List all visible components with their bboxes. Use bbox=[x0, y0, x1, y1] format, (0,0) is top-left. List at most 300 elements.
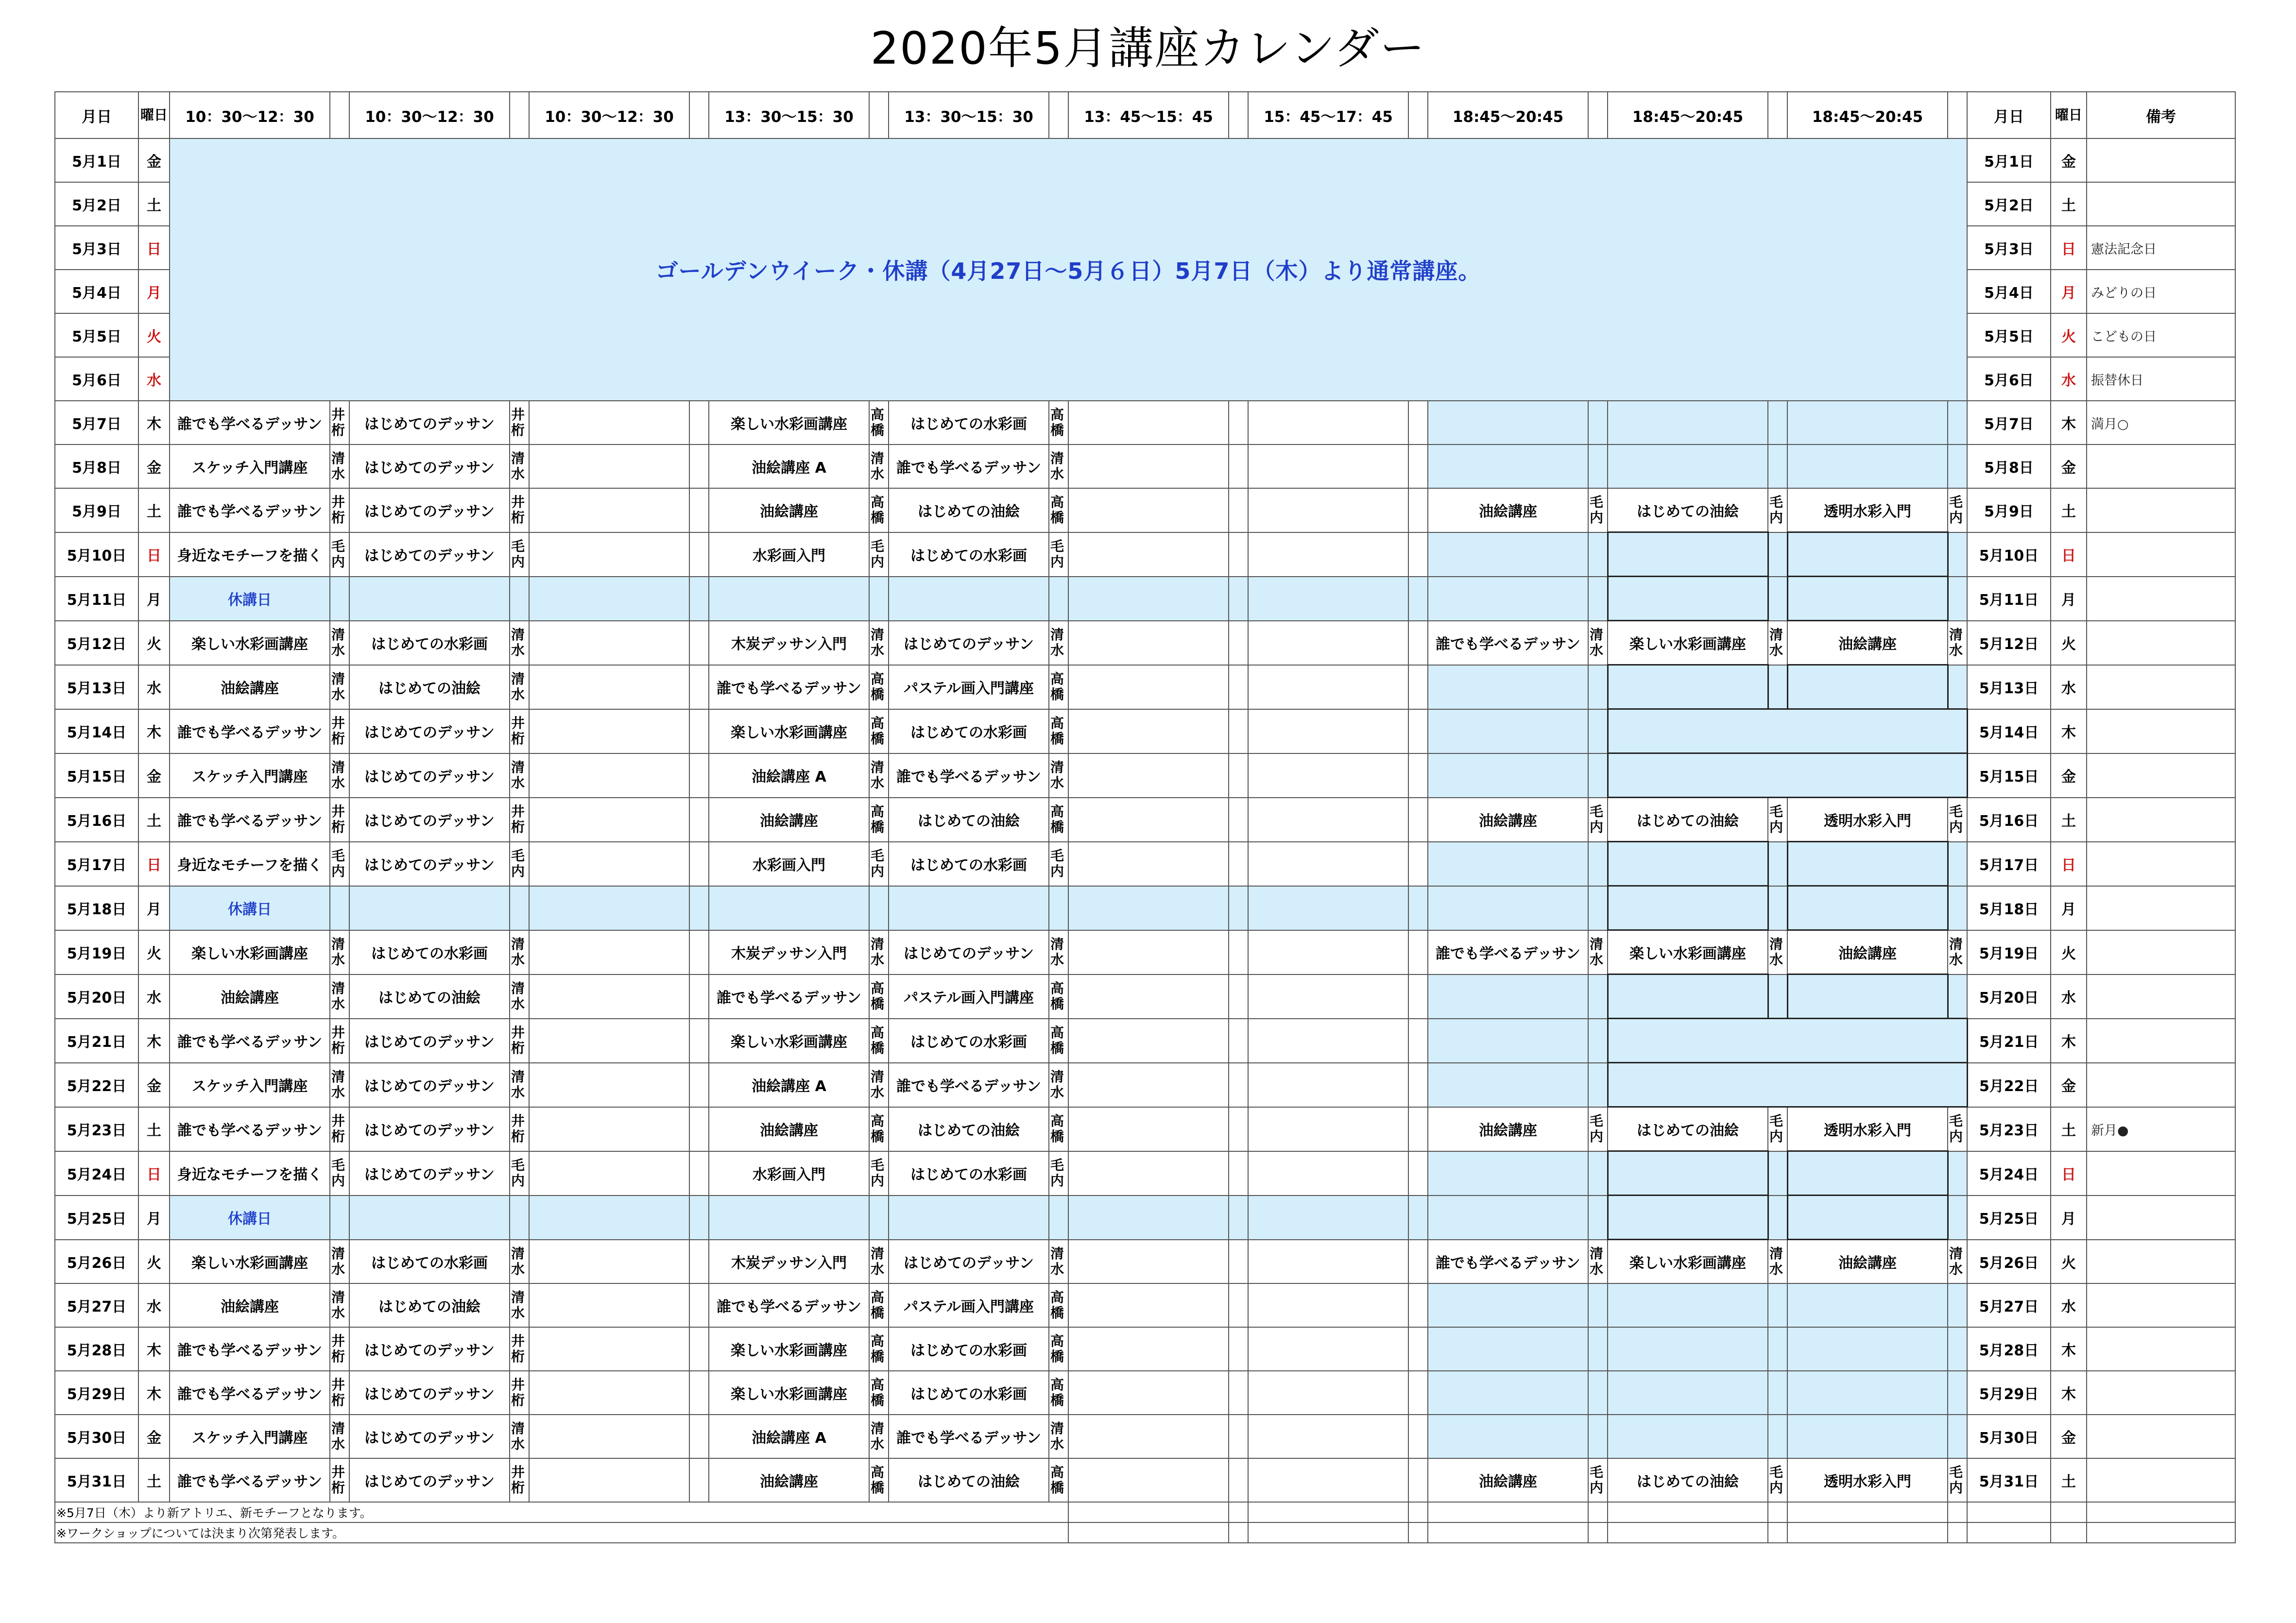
schedule-body bbox=[55, 138, 2235, 1543]
course-cell: はじめてのデッサン bbox=[889, 930, 1049, 974]
header-slot: 15：45〜17：45 bbox=[1248, 92, 1408, 138]
course-cell: 誰でも学べるデッサン bbox=[170, 488, 330, 532]
weekday-cell: 火 bbox=[138, 1240, 170, 1284]
course-cell: 誰でも学べるデッサン bbox=[709, 665, 869, 709]
weekday-cell: 月 bbox=[2051, 577, 2087, 621]
weekday-cell: 金 bbox=[138, 1415, 170, 1458]
day-row bbox=[55, 1196, 2235, 1240]
teacher-cell: 毛内 bbox=[1768, 798, 1787, 842]
date-cell: 5月20日 bbox=[1967, 974, 2051, 1019]
course-cell: はじめてのデッサン bbox=[349, 1415, 510, 1458]
course-cell: 油絵講座 bbox=[709, 488, 869, 532]
course-cell: はじめてのデッサン bbox=[349, 1063, 510, 1107]
date-cell: 5月8日 bbox=[1967, 444, 2051, 488]
teacher-cell: 清水 bbox=[510, 1240, 529, 1284]
course-cell: はじめての油絵 bbox=[349, 1283, 510, 1327]
date-cell: 5月18日 bbox=[55, 886, 138, 930]
course-cell: 楽しい水彩画講座 bbox=[170, 621, 330, 665]
course-cell: はじめての水彩画 bbox=[349, 930, 510, 974]
weekday-cell: 火 bbox=[2051, 313, 2087, 357]
header-slot: 18:45〜20:45 bbox=[1787, 92, 1948, 138]
day-row bbox=[55, 886, 2235, 930]
header-note: 備考 bbox=[2087, 92, 2235, 138]
day-row bbox=[55, 753, 2235, 798]
course-cell: 油絵講座 bbox=[709, 1458, 869, 1502]
teacher-cell: 高橋 bbox=[1049, 709, 1068, 753]
course-cell: はじめての油絵 bbox=[889, 1107, 1049, 1151]
teacher-cell: 高橋 bbox=[1049, 1458, 1068, 1502]
course-cell: 楽しい水彩画講座 bbox=[1608, 621, 1768, 665]
teacher-cell: 毛内 bbox=[1948, 1107, 1967, 1151]
weekday-cell: 火 bbox=[138, 930, 170, 974]
course-cell: 透明水彩入門 bbox=[1787, 488, 1948, 532]
teacher-cell: 井桁 bbox=[330, 1327, 349, 1371]
teacher-cell: 清水 bbox=[510, 665, 529, 709]
date-cell: 5月26日 bbox=[55, 1240, 138, 1284]
day-row bbox=[55, 1107, 2235, 1151]
date-cell: 5月5日 bbox=[1967, 313, 2051, 357]
weekday-cell: 水 bbox=[138, 974, 170, 1019]
teacher-cell: 井桁 bbox=[510, 488, 529, 532]
teacher-cell: 毛内 bbox=[1768, 488, 1787, 532]
course-cell: スケッチ入門講座 bbox=[170, 1063, 330, 1107]
header-weekday-right: 曜日 bbox=[2051, 92, 2087, 138]
date-cell: 5月24日 bbox=[1967, 1151, 2051, 1196]
course-cell: 誰でも学べるデッサン bbox=[1428, 621, 1588, 665]
day-row bbox=[55, 532, 2235, 577]
weekday-cell: 水 bbox=[2051, 1283, 2087, 1327]
course-cell: 油絵講座 A bbox=[709, 1415, 869, 1458]
weekday-cell: 金 bbox=[2051, 444, 2087, 488]
date-cell: 5月24日 bbox=[55, 1151, 138, 1196]
course-cell: はじめてのデッサン bbox=[349, 1458, 510, 1502]
course-cell: 油絵講座 bbox=[1787, 1240, 1948, 1284]
course-cell: 誰でも学べるデッサン bbox=[1428, 1240, 1588, 1284]
weekday-cell: 木 bbox=[138, 709, 170, 753]
day-row bbox=[55, 709, 2235, 753]
course-cell: はじめてのデッサン bbox=[349, 1107, 510, 1151]
teacher-cell: 清水 bbox=[869, 1240, 889, 1284]
holiday-label: 休講日 bbox=[170, 1196, 330, 1240]
teacher-cell: 高橋 bbox=[869, 1327, 889, 1371]
weekday-cell: 火 bbox=[138, 313, 170, 357]
date-cell: 5月9日 bbox=[1967, 488, 2051, 532]
weekday-cell: 火 bbox=[138, 621, 170, 665]
course-cell: 誰でも学べるデッサン bbox=[170, 1371, 330, 1415]
course-cell: はじめてのデッサン bbox=[889, 1240, 1049, 1284]
teacher-cell: 清水 bbox=[330, 974, 349, 1019]
teacher-cell: 井桁 bbox=[330, 1458, 349, 1502]
date-cell: 5月19日 bbox=[55, 930, 138, 974]
weekday-cell: 木 bbox=[2051, 709, 2087, 753]
weekday-cell: 水 bbox=[2051, 974, 2087, 1019]
teacher-cell: 毛内 bbox=[330, 842, 349, 886]
teacher-cell: 高橋 bbox=[869, 401, 889, 444]
teacher-cell: 清水 bbox=[1588, 621, 1608, 665]
course-cell: スケッチ入門講座 bbox=[170, 1415, 330, 1458]
date-cell: 5月12日 bbox=[1967, 621, 2051, 665]
weekday-cell: 土 bbox=[2051, 488, 2087, 532]
teacher-cell: 毛内 bbox=[1768, 1458, 1787, 1502]
course-cell: はじめてのデッサン bbox=[349, 1327, 510, 1371]
date-cell: 5月30日 bbox=[1967, 1415, 2051, 1458]
weekday-cell: 月 bbox=[138, 1196, 170, 1240]
teacher-cell: 清水 bbox=[330, 753, 349, 798]
weekday-cell: 金 bbox=[138, 1063, 170, 1107]
teacher-cell: 清水 bbox=[1588, 1240, 1608, 1284]
teacher-cell: 毛内 bbox=[1768, 1107, 1787, 1151]
course-cell: 油絵講座 A bbox=[709, 444, 869, 488]
date-cell: 5月6日 bbox=[1967, 357, 2051, 401]
course-cell: 透明水彩入門 bbox=[1787, 1458, 1948, 1502]
date-cell: 5月16日 bbox=[55, 798, 138, 842]
teacher-cell: 清水 bbox=[869, 444, 889, 488]
date-cell: 5月4日 bbox=[55, 270, 138, 313]
weekday-cell: 土 bbox=[138, 1107, 170, 1151]
course-cell: 誰でも学べるデッサン bbox=[889, 1415, 1049, 1458]
weekday-cell: 月 bbox=[2051, 886, 2087, 930]
weekday-cell: 月 bbox=[138, 577, 170, 621]
teacher-cell: 毛内 bbox=[1049, 842, 1068, 886]
course-cell: はじめてのデッサン bbox=[349, 753, 510, 798]
date-cell: 5月31日 bbox=[1967, 1458, 2051, 1502]
teacher-cell: 清水 bbox=[1049, 930, 1068, 974]
weekday-cell: 金 bbox=[2051, 138, 2087, 182]
course-cell: はじめての水彩画 bbox=[889, 1151, 1049, 1196]
course-cell: スケッチ入門講座 bbox=[170, 444, 330, 488]
course-cell: パステル画入門講座 bbox=[889, 1283, 1049, 1327]
course-cell: はじめてのデッサン bbox=[349, 709, 510, 753]
teacher-cell: 井桁 bbox=[330, 1019, 349, 1063]
teacher-cell: 清水 bbox=[1049, 444, 1068, 488]
teacher-cell: 井桁 bbox=[330, 798, 349, 842]
course-cell: 油絵講座 bbox=[709, 1107, 869, 1151]
teacher-cell: 井桁 bbox=[330, 709, 349, 753]
course-cell: はじめての油絵 bbox=[1608, 1458, 1768, 1502]
header-slot: 13：45〜15：45 bbox=[1068, 92, 1229, 138]
teacher-cell: 井桁 bbox=[510, 401, 529, 444]
day-row bbox=[55, 444, 2235, 488]
date-cell: 5月14日 bbox=[1967, 709, 2051, 753]
teacher-cell: 高橋 bbox=[1049, 665, 1068, 709]
teacher-cell: 高橋 bbox=[869, 974, 889, 1019]
course-cell: 油絵講座 bbox=[1428, 488, 1588, 532]
weekday-cell: 月 bbox=[2051, 1196, 2087, 1240]
teacher-cell: 毛内 bbox=[1588, 1107, 1608, 1151]
teacher-cell: 清水 bbox=[1768, 621, 1787, 665]
date-cell: 5月7日 bbox=[55, 401, 138, 444]
weekday-cell: 日 bbox=[2051, 1151, 2087, 1196]
course-cell: 誰でも学べるデッサン bbox=[1428, 930, 1588, 974]
teacher-cell: 井桁 bbox=[330, 488, 349, 532]
course-cell: はじめてのデッサン bbox=[349, 842, 510, 886]
teacher-cell: 毛内 bbox=[330, 532, 349, 577]
course-cell: 油絵講座 bbox=[1428, 1107, 1588, 1151]
course-cell: 誰でも学べるデッサン bbox=[170, 1107, 330, 1151]
weekday-cell: 月 bbox=[138, 270, 170, 313]
teacher-cell: 清水 bbox=[1768, 930, 1787, 974]
course-cell: はじめての水彩画 bbox=[889, 1019, 1049, 1063]
weekday-cell: 水 bbox=[2051, 665, 2087, 709]
weekday-cell: 木 bbox=[2051, 1327, 2087, 1371]
teacher-cell: 毛内 bbox=[1049, 532, 1068, 577]
course-cell: 水彩画入門 bbox=[709, 532, 869, 577]
course-cell: はじめての油絵 bbox=[349, 974, 510, 1019]
course-cell: 木炭デッサン入門 bbox=[709, 1240, 869, 1284]
teacher-cell: 高橋 bbox=[1049, 974, 1068, 1019]
date-cell: 5月11日 bbox=[55, 577, 138, 621]
teacher-cell: 毛内 bbox=[1049, 1151, 1068, 1196]
header-date: 月日 bbox=[55, 92, 138, 138]
course-cell: はじめての油絵 bbox=[889, 1458, 1049, 1502]
teacher-cell: 高橋 bbox=[1049, 488, 1068, 532]
teacher-cell: 清水 bbox=[1049, 621, 1068, 665]
weekday-cell: 土 bbox=[2051, 1107, 2087, 1151]
weekday-cell: 木 bbox=[138, 401, 170, 444]
date-cell: 5月22日 bbox=[55, 1063, 138, 1107]
teacher-cell: 清水 bbox=[330, 1063, 349, 1107]
course-cell: 誰でも学べるデッサン bbox=[889, 444, 1049, 488]
course-cell: 楽しい水彩画講座 bbox=[1608, 1240, 1768, 1284]
course-cell: 誰でも学べるデッサン bbox=[709, 974, 869, 1019]
weekday-cell: 月 bbox=[2051, 270, 2087, 313]
teacher-cell: 井桁 bbox=[330, 401, 349, 444]
weekday-cell: 土 bbox=[2051, 182, 2087, 226]
date-cell: 5月17日 bbox=[1967, 842, 2051, 886]
header-row bbox=[55, 92, 2235, 138]
weekday-cell: 金 bbox=[2051, 1063, 2087, 1107]
course-cell: 楽しい水彩画講座 bbox=[709, 1371, 869, 1415]
date-cell: 5月3日 bbox=[55, 226, 138, 270]
teacher-cell: 清水 bbox=[330, 621, 349, 665]
date-cell: 5月31日 bbox=[55, 1458, 138, 1502]
day-row bbox=[55, 1371, 2235, 1415]
course-cell: 楽しい水彩画講座 bbox=[1608, 930, 1768, 974]
course-cell: はじめての水彩画 bbox=[889, 532, 1049, 577]
weekday-cell: 水 bbox=[2051, 357, 2087, 401]
date-cell: 5月6日 bbox=[55, 357, 138, 401]
teacher-cell: 高橋 bbox=[869, 1107, 889, 1151]
weekday-cell: 日 bbox=[2051, 842, 2087, 886]
date-cell: 5月2日 bbox=[1967, 182, 2051, 226]
teacher-cell: 清水 bbox=[869, 621, 889, 665]
date-cell: 5月26日 bbox=[1967, 1240, 2051, 1284]
teacher-cell: 清水 bbox=[1768, 1240, 1787, 1284]
teacher-cell: 清水 bbox=[1948, 621, 1967, 665]
date-cell: 5月29日 bbox=[1967, 1371, 2051, 1415]
weekday-cell: 水 bbox=[138, 357, 170, 401]
day-row bbox=[55, 488, 2235, 532]
course-cell: 油絵講座 A bbox=[709, 1063, 869, 1107]
course-cell: 透明水彩入門 bbox=[1787, 1107, 1948, 1151]
teacher-cell: 清水 bbox=[510, 444, 529, 488]
course-cell: はじめてのデッサン bbox=[349, 532, 510, 577]
teacher-cell: 井桁 bbox=[510, 798, 529, 842]
course-cell: 楽しい水彩画講座 bbox=[709, 1019, 869, 1063]
course-cell: はじめてのデッサン bbox=[349, 1019, 510, 1063]
weekday-cell: 木 bbox=[138, 1371, 170, 1415]
teacher-cell: 高橋 bbox=[869, 1019, 889, 1063]
course-cell: はじめてのデッサン bbox=[349, 444, 510, 488]
date-cell: 5月7日 bbox=[1967, 401, 2051, 444]
day-row bbox=[55, 1151, 2235, 1196]
course-cell: 誰でも学べるデッサン bbox=[709, 1283, 869, 1327]
weekday-cell: 土 bbox=[138, 798, 170, 842]
teacher-cell: 毛内 bbox=[510, 842, 529, 886]
date-cell: 5月23日 bbox=[55, 1107, 138, 1151]
schedule-table bbox=[54, 91, 2236, 1543]
date-cell: 5月15日 bbox=[1967, 753, 2051, 798]
course-cell: 誰でも学べるデッサン bbox=[170, 798, 330, 842]
note-cell: みどりの日 bbox=[2087, 270, 2235, 313]
date-cell: 5月4日 bbox=[1967, 270, 2051, 313]
course-cell: 透明水彩入門 bbox=[1787, 798, 1948, 842]
date-cell: 5月9日 bbox=[55, 488, 138, 532]
teacher-cell: 清水 bbox=[330, 930, 349, 974]
course-cell: はじめての油絵 bbox=[349, 665, 510, 709]
note-cell: 新月● bbox=[2087, 1107, 2235, 1151]
date-cell: 5月27日 bbox=[55, 1283, 138, 1327]
teacher-cell: 清水 bbox=[869, 753, 889, 798]
date-cell: 5月11日 bbox=[1967, 577, 2051, 621]
footnote-text: ※ワークショップについては決まり次第発表します。 bbox=[55, 1522, 1068, 1543]
date-cell: 5月20日 bbox=[55, 974, 138, 1019]
teacher-cell: 毛内 bbox=[1948, 488, 1967, 532]
teacher-cell: 毛内 bbox=[869, 532, 889, 577]
day-row bbox=[55, 974, 2235, 1019]
day-row bbox=[55, 621, 2235, 665]
date-cell: 5月23日 bbox=[1967, 1107, 2051, 1151]
date-cell: 5月1日 bbox=[1967, 138, 2051, 182]
weekday-cell: 土 bbox=[2051, 1458, 2087, 1502]
date-cell: 5月28日 bbox=[1967, 1327, 2051, 1371]
weekday-cell: 火 bbox=[2051, 1240, 2087, 1284]
date-cell: 5月5日 bbox=[55, 313, 138, 357]
day-row bbox=[55, 1458, 2235, 1502]
footnote-row bbox=[55, 1502, 2235, 1522]
teacher-cell: 高橋 bbox=[1049, 798, 1068, 842]
note-cell: 振替休日 bbox=[2087, 357, 2235, 401]
weekday-cell: 日 bbox=[138, 532, 170, 577]
course-cell: はじめての水彩画 bbox=[889, 842, 1049, 886]
course-cell: はじめての油絵 bbox=[1608, 488, 1768, 532]
header-slot: 10：30〜12：30 bbox=[170, 92, 330, 138]
date-cell: 5月8日 bbox=[55, 444, 138, 488]
course-cell: はじめてのデッサン bbox=[349, 401, 510, 444]
header-slot: 10：30〜12：30 bbox=[529, 92, 689, 138]
date-cell: 5月10日 bbox=[55, 532, 138, 577]
course-cell: はじめての水彩画 bbox=[889, 401, 1049, 444]
teacher-cell: 清水 bbox=[330, 1415, 349, 1458]
course-cell: 油絵講座 bbox=[1428, 798, 1588, 842]
teacher-cell: 毛内 bbox=[869, 1151, 889, 1196]
day-row bbox=[55, 798, 2235, 842]
weekday-cell: 金 bbox=[138, 753, 170, 798]
course-cell: はじめての水彩画 bbox=[889, 1371, 1049, 1415]
course-cell: 身近なモチーフを描く bbox=[170, 1151, 330, 1196]
date-cell: 5月29日 bbox=[55, 1371, 138, 1415]
course-cell: 油絵講座 bbox=[170, 665, 330, 709]
teacher-cell: 高橋 bbox=[1049, 401, 1068, 444]
teacher-cell: 清水 bbox=[869, 1415, 889, 1458]
teacher-cell: 清水 bbox=[330, 665, 349, 709]
teacher-cell: 清水 bbox=[510, 753, 529, 798]
date-cell: 5月17日 bbox=[55, 842, 138, 886]
course-cell: 楽しい水彩画講座 bbox=[709, 401, 869, 444]
course-cell: 油絵講座 bbox=[709, 798, 869, 842]
day-row bbox=[55, 401, 2235, 444]
course-cell: はじめての水彩画 bbox=[889, 709, 1049, 753]
teacher-cell: 井桁 bbox=[510, 1327, 529, 1371]
teacher-cell: 井桁 bbox=[510, 1019, 529, 1063]
teacher-cell: 清水 bbox=[510, 1415, 529, 1458]
weekday-cell: 金 bbox=[2051, 753, 2087, 798]
date-cell: 5月25日 bbox=[1967, 1196, 2051, 1240]
course-cell: 油絵講座 bbox=[1787, 930, 1948, 974]
teacher-cell: 毛内 bbox=[869, 842, 889, 886]
course-cell: はじめてのデッサン bbox=[349, 798, 510, 842]
course-cell: 楽しい水彩画講座 bbox=[170, 1240, 330, 1284]
teacher-cell: 清水 bbox=[1049, 1240, 1068, 1284]
teacher-cell: 井桁 bbox=[510, 1371, 529, 1415]
course-cell: 木炭デッサン入門 bbox=[709, 621, 869, 665]
weekday-cell: 月 bbox=[138, 886, 170, 930]
date-cell: 5月21日 bbox=[1967, 1019, 2051, 1063]
footnote-row bbox=[55, 1522, 2235, 1543]
course-cell: 水彩画入門 bbox=[709, 1151, 869, 1196]
day-row bbox=[55, 138, 2235, 182]
weekday-cell: 土 bbox=[138, 1458, 170, 1502]
date-cell: 5月13日 bbox=[55, 665, 138, 709]
teacher-cell: 毛内 bbox=[1588, 488, 1608, 532]
header-slot: 10：30〜12：30 bbox=[349, 92, 510, 138]
teacher-cell: 高橋 bbox=[869, 488, 889, 532]
weekday-cell: 金 bbox=[138, 444, 170, 488]
teacher-cell: 清水 bbox=[1049, 1063, 1068, 1107]
day-row bbox=[55, 1063, 2235, 1107]
teacher-cell: 清水 bbox=[869, 930, 889, 974]
date-cell: 5月1日 bbox=[55, 138, 138, 182]
header-slot: 18:45〜20:45 bbox=[1608, 92, 1768, 138]
course-cell: 誰でも学べるデッサン bbox=[170, 1327, 330, 1371]
teacher-cell: 清水 bbox=[510, 1283, 529, 1327]
day-row bbox=[55, 577, 2235, 621]
weekday-cell: 火 bbox=[2051, 621, 2087, 665]
teacher-cell: 井桁 bbox=[510, 1458, 529, 1502]
teacher-cell: 高橋 bbox=[1049, 1371, 1068, 1415]
course-cell: 油絵講座 bbox=[1787, 621, 1948, 665]
weekday-cell: 水 bbox=[138, 1283, 170, 1327]
date-cell: 5月14日 bbox=[55, 709, 138, 753]
course-cell: はじめてのデッサン bbox=[349, 1371, 510, 1415]
day-row bbox=[55, 1327, 2235, 1371]
teacher-cell: 毛内 bbox=[510, 532, 529, 577]
teacher-cell: 井桁 bbox=[510, 709, 529, 753]
date-cell: 5月15日 bbox=[55, 753, 138, 798]
teacher-cell: 清水 bbox=[330, 444, 349, 488]
header-slot: 13：30〜15：30 bbox=[889, 92, 1049, 138]
course-cell: 楽しい水彩画講座 bbox=[709, 709, 869, 753]
weekday-cell: 木 bbox=[2051, 1371, 2087, 1415]
teacher-cell: 清水 bbox=[1049, 1415, 1068, 1458]
date-cell: 5月12日 bbox=[55, 621, 138, 665]
teacher-cell: 清水 bbox=[330, 1283, 349, 1327]
note-cell: 憲法記念日 bbox=[2087, 226, 2235, 270]
day-row bbox=[55, 665, 2235, 709]
date-cell: 5月28日 bbox=[55, 1327, 138, 1371]
day-row bbox=[55, 1240, 2235, 1284]
course-cell: はじめての油絵 bbox=[889, 798, 1049, 842]
